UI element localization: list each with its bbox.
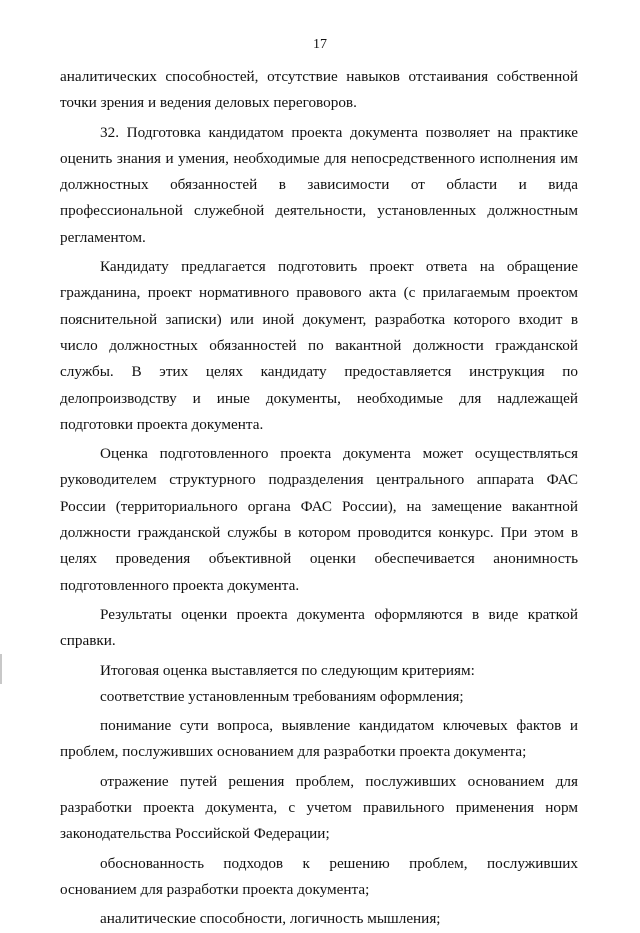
paragraph-continuation: аналитических способностей, отсутствие навыков отстаивания собственной точки зрения и ведения деловых переговоров.: [60, 68, 578, 112]
criterion-formatting: соответствие установленным требованиям оформления;: [100, 687, 464, 705]
paragraph-criteria-intro: Итоговая оценка выставляется по следующим критериям:: [100, 661, 475, 679]
criterion-solutions: отражение путей решения проблем, послуживших основанием для разработки проекта документа, с учетом правильного применения норм законодательства Российской Федерации;: [60, 772, 578, 843]
paragraph-task-description: Кандидату предлагается подготовить проект ответа на обращение гражданина, проект нормативного правового акта (с прилагаемым проектом пояснительной записки) или иной документ, разработка которого входит в число должностных обязанностей по вакантной должности гражданской службы. В этих целях кандидату предоставляется инструкция по делопроизводству и иные документы, необходимые для надлежащей подготовки проекта документа.: [60, 258, 578, 433]
scan-margin-mark: [0, 654, 2, 684]
paragraph-item-32: 32. Подготовка кандидатом проекта документа позволяет на практике оценить знания и умения, необходимые для непосредственного исполнения им должностных обязанностей в зависимости от области и вида профессиональной служебной деятельности, установленных должностным регламентом.: [60, 123, 578, 246]
criterion-justification: обоснованность подходов к решению проблем, послуживших основанием для разработки проекта документа;: [60, 854, 578, 898]
document-body: [60, 64, 578, 933]
page-number: 17: [313, 37, 327, 52]
criterion-analytical: аналитические способности, логичность мышления;: [100, 910, 441, 928]
paragraph-results: Результаты оценки проекта документа оформляются в виде краткой справки.: [60, 605, 578, 650]
criterion-understanding: понимание сути вопроса, выявление кандидатом ключевых фактов и проблем, послуживших основанием для разработки проекта документа;: [60, 717, 578, 761]
paragraph-evaluation: Оценка подготовленного проекта документа может осуществляться руководителем структурного подразделения центрального аппарата ФАС России (территориального органа ФАС России), на замещение вакантной должности гражданской службы в котором проводится конкурс. При этом в целях проведения объективной оценки обеспечивается анонимность подготовленного проекта документа.: [60, 445, 578, 594]
